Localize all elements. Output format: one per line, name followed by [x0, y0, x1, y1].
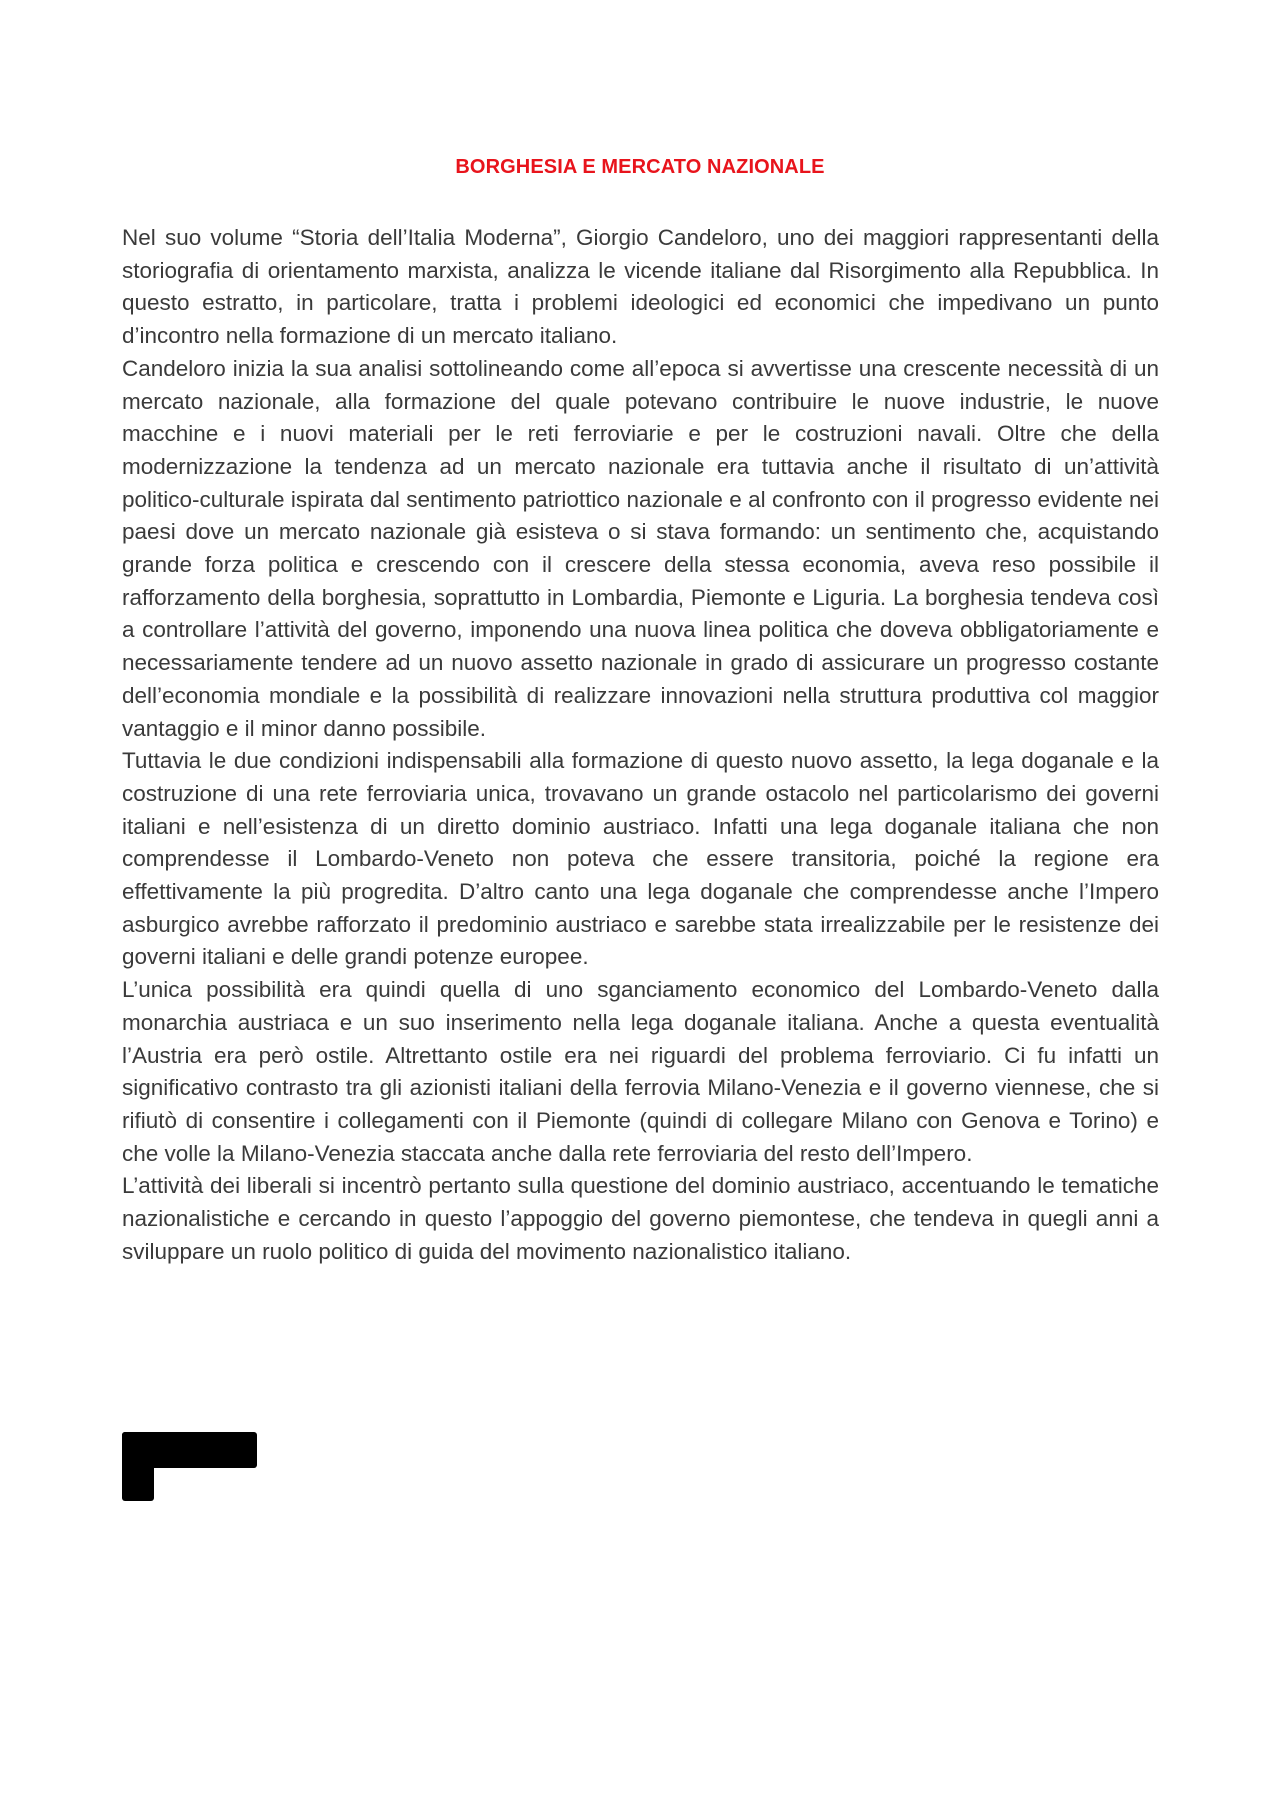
paragraph-liberali: L’attività dei liberali si incentrò pertanto sulla questione del dominio austriaco, accentuando le tematiche nazionalistiche e cercando in questo l’appoggio del governo piemontese, che tendeva in quegli anni a sviluppare un ruolo politico di guida del movimento nazionalistico italiano.	[122, 1173, 1159, 1264]
document-body	[122, 222, 1159, 1269]
paragraph-mercato-nazionale: Candeloro inizia la sua analisi sottolineando come all’epoca si avvertisse una crescente necessità di un mercato nazionale, alla formazione del quale potevano contribuire le nuove industrie, le nuove macchine e i nuovi materiali per le reti ferroviarie e per le costruzioni navali. Oltre che della modernizzazione la tendenza ad un mercato nazionale era tuttavia anche il risultato di un’attività politico-culturale ispirata dal sentimento patriottico nazionale e al confronto con il progresso evidente nei paesi dove un mercato nazionale già esisteva o si stava formando: un sentimento che, acquistando grande forza politica e crescendo con il crescere della stessa economia, aveva reso possibile il rafforzamento della borghesia, soprattutto in Lombardia, Piemonte e Liguria. La borghesia tendeva così a controllare l’attività del governo, imponendo una nuova linea politica che doveva obbligatoriamente e necessariamente tendere ad un nuovo assetto nazionale in grado di assicurare un progresso costante dell’economia mondiale e la possibilità di realizzare innovazioni nella struttura produttiva col maggior vantaggio e il minor danno possibile.	[122, 355, 1159, 741]
paragraph-lombardo-veneto: L’unica possibilità era quindi quella di uno sganciamento economico del Lombardo-Veneto dalla monarchia austriaca e un suo inserimento nella lega doganale italiana. Anche a questa eventualità l’Austria era però ostile. Altrettanto ostile era nei riguardi del problema ferroviario. Ci fu infatti un significativo contrasto tra gli azionisti italiani della ferrovia Milano-Venezia e il governo viennese, che si rifiutò di consentire i collegamenti con il Piemonte (quindi di collegare Milano con Genova e Torino) e che volle la Milano-Venezia staccata anche dalla rete ferroviaria del resto dell’Impero.	[122, 977, 1159, 1166]
redaction-mark	[122, 1432, 257, 1501]
paragraph-lega-doganale: Tuttavia le due condizioni indispensabili alla formazione di questo nuovo assetto, la lega doganale e la costruzione di una rete ferroviaria unica, trovavano un grande ostacolo nel particolarismo dei governi italiani e nell’esistenza di un diretto dominio austriaco. Infatti una lega doganale italiana che non comprendesse il Lombardo-Veneto non poteva che essere transitoria, poiché la regione era effettivamente la più progredita. D’altro canto una lega doganale che comprendesse anche l’Impero asburgico avrebbe rafforzato il predominio austriaco e sarebbe stata irrealizzabile per le resistenze dei governi italiani e delle grandi potenze europee.	[122, 748, 1159, 970]
paragraph-intro: Nel suo volume “Storia dell’Italia Moderna”, Giorgio Candeloro, uno dei maggiori rappresentanti della storiografia di orientamento marxista, analizza le vicende italiane dal Risorgimento alla Repubblica. In questo estratto, in particolare, tratta i problemi ideologici ed economici che impedivano un punto d’incontro nella formazione di un mercato italiano.	[122, 225, 1159, 349]
redaction-stem	[122, 1432, 154, 1501]
document-title: BORGHESIA E MERCATO NAZIONALE	[455, 156, 825, 178]
